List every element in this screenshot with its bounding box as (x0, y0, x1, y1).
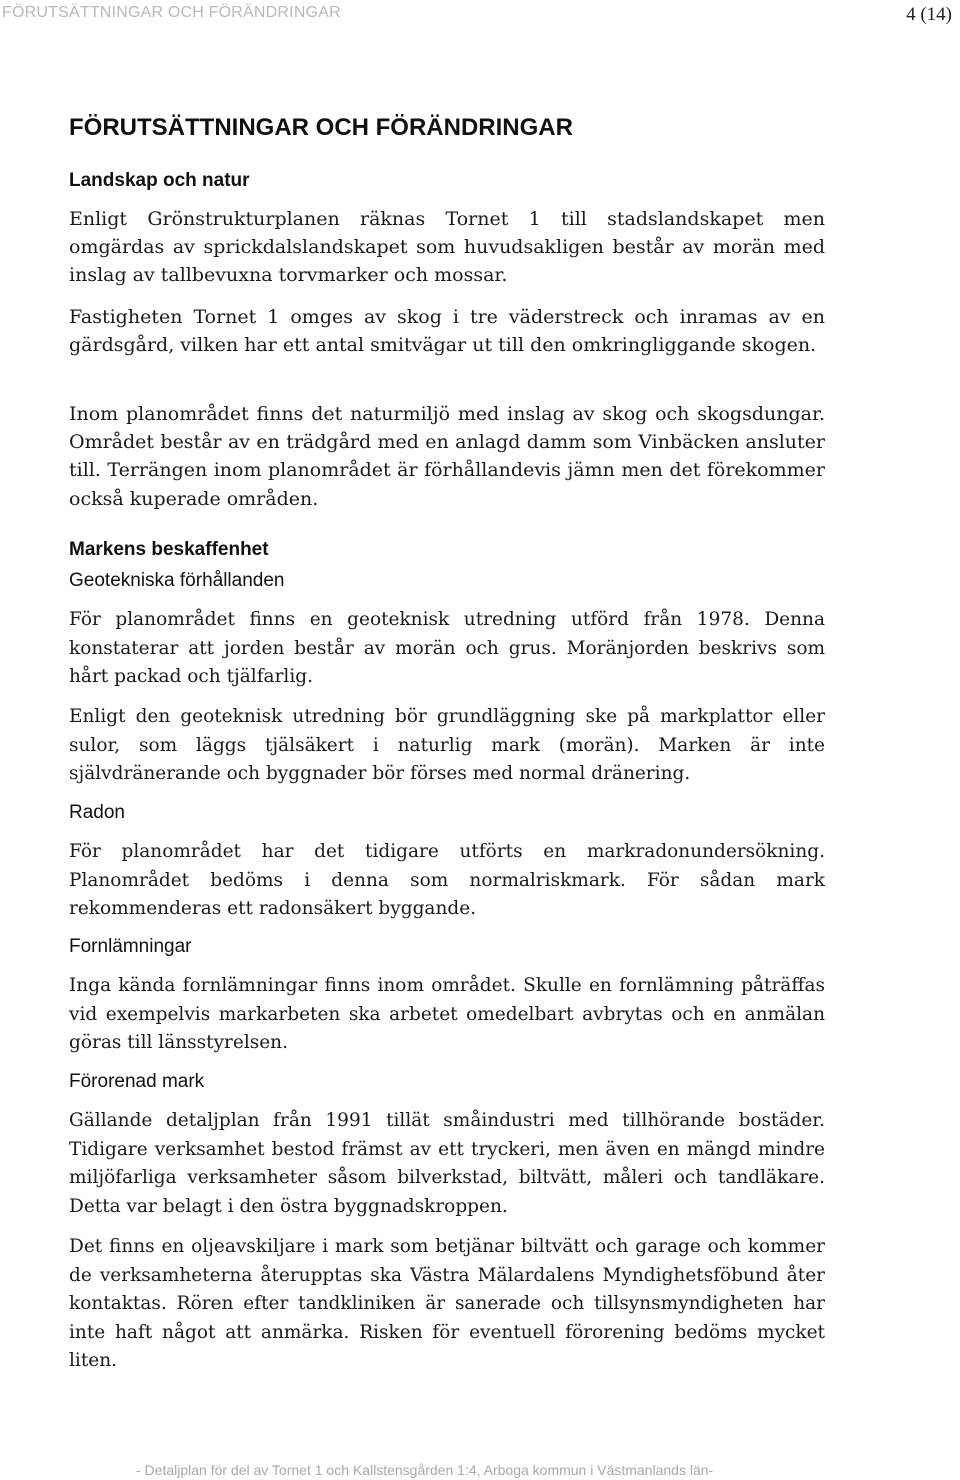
paragraph: Inom planområdet finns det naturmiljö med inslag av skog och skogsdungar. Området består av en trädgård med en anlagd damm som Vinbäcken ansluter till. Terrängen inom planområdet är förhållandevis jämn men det förekommer också kuperade områden. (69, 403, 825, 510)
paragraph: Enligt Grönstrukturplanen räknas Tornet 1 till stadslandskapet men omgärdas av sprickdalslandskapet som huvudsakligen består av morän med inslag av tallbevuxna torvmarker och mossar. (69, 208, 825, 287)
paragraph: För planområdet finns en geoteknisk utredning utförd från 1978. Denna konstaterar att jorden består av morän och grus. Moränjorden beskrivs som hårt packad och tjälfarlig. (69, 609, 825, 687)
subsection-heading-fororenad: Förorenad mark (69, 1071, 205, 1092)
subsection-heading-fornlamningar: Fornlämningar (69, 936, 192, 957)
subsection-heading-radon: Radon (69, 802, 125, 823)
page-title: FÖRUTSÄTTNINGAR OCH FÖRÄNDRINGAR (69, 114, 573, 141)
paragraph: För planområdet har det tidigare utförts en markradonundersökning. Planområdet bedöms i denna som normalriskmark. För sådan mark rekommenderas ett radonsäkert byggande. (69, 841, 825, 919)
subsection-heading-geoteknik: Geotekniska förhållanden (69, 570, 285, 591)
paragraph: Fastigheten Tornet 1 omges av skog i tre väderstreck och inramas av en gärdsgård, vilken har ett antal smitvägar ut till den omkringliggande skogen. (69, 306, 825, 357)
page-number: 4 (14) (906, 4, 952, 25)
paragraph: Enligt den geoteknisk utredning bör grundläggning ske på markplattor eller sulor, som läggs tjälsäkert i naturlig mark (morän). Marken är inte självdränerande och byggnader bör förses med normal dränering. (69, 706, 825, 784)
running-header: FÖRUTSÄTTNINGAR OCH FÖRÄNDRINGAR (2, 4, 341, 21)
paragraph: Det finns en oljeavskiljare i mark som betjänar biltvätt och garage och kommer de verksamheterna återupptas ska Västra Mälardalens Myndighetsföbund åter kontaktas. Rören efter tandkliniken är sanerade och tillsynsmyndigheten har inte haft något att anmärka. Risken för eventuell förorening bedöms mycket liten. (69, 1236, 825, 1371)
paragraph: Inga kända fornlämningar finns inom området. Skulle en fornlämning påträffas vid exempelvis markarbeten ska arbetet omedelbart avbrytas och en anmälan göras till länsstyrelsen. (69, 975, 825, 1053)
paragraph: Gällande detaljplan från 1991 tillät småindustri med tillhörande bostäder. Tidigare verksamhet bestod främst av ett tryckeri, men även en mängd mindre miljöfarliga verksamheter såsom bilverkstad, biltvätt, måleri och tandläkare. Detta var belagt i den östra byggnadskroppen. (69, 1110, 825, 1217)
page-footer: - Detaljplan för del av Tornet 1 och Kallstensgården 1:4, Arboga kommun i Västmanlands län- (136, 1462, 714, 1478)
section-heading-landskap: Landskap och natur (69, 170, 250, 191)
section-heading-markens: Markens beskaffenhet (69, 539, 269, 560)
